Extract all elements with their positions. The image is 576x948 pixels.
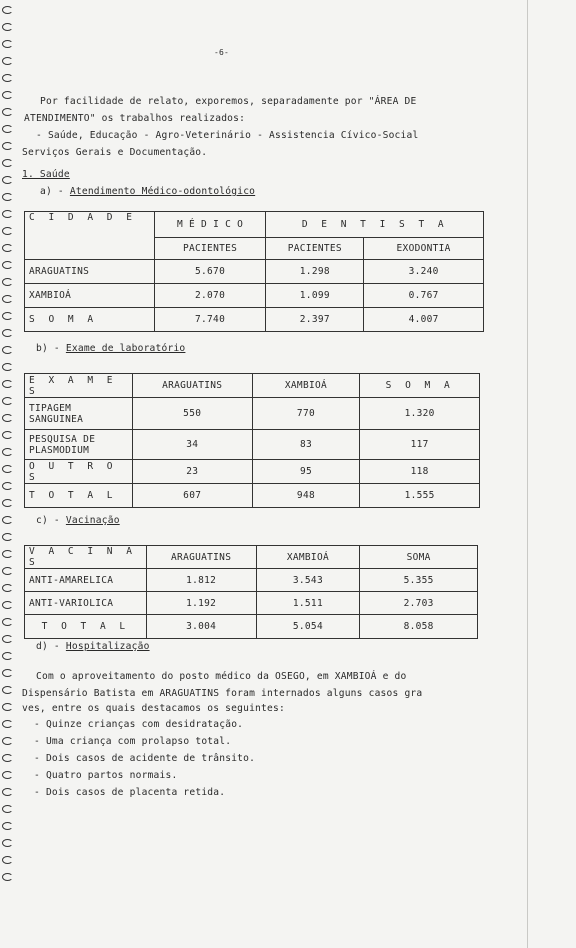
cell-xambioa: 5.054	[256, 615, 360, 639]
binding-ring	[2, 822, 13, 830]
header-cidade: C I D A D E	[25, 212, 155, 260]
cell-medico: 7.740	[154, 308, 266, 332]
cell-xambioa: 770	[252, 398, 360, 430]
cell-araguatins: 34	[132, 430, 252, 460]
header-araguatins: ARAGUATINS	[146, 546, 256, 569]
spiral-binding	[0, 0, 20, 948]
binding-ring	[2, 40, 13, 48]
cell-soma: 1.320	[360, 398, 480, 430]
subsection-b-title: Exame de laboratório	[65, 343, 186, 354]
binding-ring	[2, 618, 13, 626]
header-dentista-pacientes: PACIENTES	[266, 238, 364, 260]
binding-ring	[2, 346, 13, 354]
binding-ring	[2, 465, 13, 473]
subsection-d-prefix: d) -	[36, 641, 66, 652]
hosp-line-2: Dispensário Batista em ARAGUATINS foram internados alguns casos gra	[22, 688, 423, 699]
header-medico: M É D I C O	[154, 212, 266, 238]
header-medico-pacientes: PACIENTES	[154, 238, 266, 260]
binding-ring	[2, 329, 13, 337]
binding-ring	[2, 227, 13, 235]
cell-dentista-pacientes: 1.298	[266, 260, 364, 284]
row-label-line-2: SANGUINEA	[29, 413, 84, 425]
binding-ring	[2, 57, 13, 65]
cell-soma: 5.355	[360, 569, 478, 592]
table-row	[25, 460, 480, 484]
binding-ring	[2, 193, 13, 201]
row-label: ANTI-VARIOLICA	[25, 592, 147, 615]
binding-ring	[2, 108, 13, 116]
intro-line-2: ATENDIMENTO" os trabalhos realizados:	[24, 113, 246, 124]
cell-xambioa: 83	[252, 430, 360, 460]
binding-ring	[2, 312, 13, 320]
list-item: - Uma criança com prolapso total.	[34, 736, 232, 747]
binding-ring	[2, 737, 13, 745]
row-label: ANTI-AMARELICA	[25, 569, 147, 592]
row-label-line-1: PESQUISA DE	[29, 433, 96, 445]
binding-ring	[2, 499, 13, 507]
binding-ring	[2, 635, 13, 643]
binding-ring	[2, 431, 13, 439]
binding-ring	[2, 788, 13, 796]
table-row	[25, 484, 480, 508]
intro-line-1: Por facilidade de relato, exporemos, separadamente por "ÁREA DE	[40, 96, 417, 107]
list-item: - Quinze crianças com desidratação.	[34, 719, 244, 730]
header-soma: S O M A	[360, 374, 480, 398]
binding-ring	[2, 363, 13, 371]
table-row	[25, 430, 480, 460]
binding-ring	[2, 91, 13, 99]
row-label: XAMBIOÁ	[25, 284, 155, 308]
binding-ring	[2, 397, 13, 405]
binding-ring	[2, 567, 13, 575]
binding-ring	[2, 839, 13, 847]
header-vacinas: V A C I N A S	[25, 546, 147, 569]
cell-xambioa: 3.543	[256, 569, 360, 592]
cell-medico: 2.070	[154, 284, 266, 308]
binding-ring	[2, 6, 13, 14]
cell-medico: 5.670	[154, 260, 266, 284]
list-item: - Quatro partos normais.	[34, 770, 178, 781]
binding-ring	[2, 805, 13, 813]
cell-exodontia: 3.240	[364, 260, 484, 284]
section-heading-saude: 1. Saúde	[22, 169, 70, 180]
table-row	[25, 615, 478, 639]
header-exames: E X A M E S	[25, 374, 133, 398]
binding-ring	[2, 23, 13, 31]
row-label	[25, 398, 133, 430]
row-label: ARAGUATINS	[25, 260, 155, 284]
binding-ring	[2, 584, 13, 592]
binding-ring	[2, 414, 13, 422]
table-atendimento	[24, 211, 484, 332]
row-label: T O T A L	[25, 484, 133, 508]
subsection-b-prefix: b) -	[36, 343, 66, 354]
binding-ring	[2, 533, 13, 541]
cell-dentista-pacientes: 2.397	[266, 308, 364, 332]
cell-araguatins: 1.812	[146, 569, 256, 592]
binding-ring	[2, 261, 13, 269]
cell-araguatins: 1.192	[146, 592, 256, 615]
binding-ring	[2, 74, 13, 82]
cell-xambioa: 948	[252, 484, 360, 508]
binding-ring	[2, 125, 13, 133]
cell-araguatins: 23	[132, 460, 252, 484]
subsection-a-title: Atendimento Médico-odontológico	[69, 186, 256, 197]
table-exames	[24, 373, 480, 508]
subsection-b	[36, 343, 185, 354]
cell-xambioa: 1.511	[256, 592, 360, 615]
binding-ring	[2, 652, 13, 660]
binding-ring	[2, 210, 13, 218]
hosp-line-1: Com o aproveitamento do posto médico da OSEGO, em XAMBIOÁ e do	[36, 671, 407, 682]
binding-ring	[2, 278, 13, 286]
row-label: O U T R O S	[25, 460, 133, 484]
binding-ring	[2, 516, 13, 524]
list-item: - Dois casos de placenta retida.	[34, 787, 226, 798]
cell-xambioa: 95	[252, 460, 360, 484]
row-label-line-1: TIPAGEM	[29, 402, 72, 414]
binding-ring	[2, 686, 13, 694]
header-xambioa: XAMBIOÁ	[252, 374, 360, 398]
table-row	[25, 260, 484, 284]
table-row	[25, 308, 484, 332]
cell-araguatins: 550	[132, 398, 252, 430]
table-vacinacao	[24, 545, 478, 639]
binding-ring	[2, 244, 13, 252]
hosp-line-3: ves, entre os quais destacamos os seguintes:	[22, 703, 285, 714]
table-row	[25, 569, 478, 592]
subsection-a	[40, 186, 255, 197]
cell-exodontia: 4.007	[364, 308, 484, 332]
header-exodontia: EXODONTIA	[364, 238, 484, 260]
row-label-line-2: PLASMODIUM	[29, 444, 90, 456]
cell-soma: 117	[360, 430, 480, 460]
paper-edge	[527, 0, 528, 948]
binding-ring	[2, 703, 13, 711]
binding-ring	[2, 873, 13, 881]
header-araguatins: ARAGUATINS	[132, 374, 252, 398]
table-row	[25, 284, 484, 308]
binding-ring	[2, 482, 13, 490]
cell-soma: 1.555	[360, 484, 480, 508]
cell-dentista-pacientes: 1.099	[266, 284, 364, 308]
cell-exodontia: 0.767	[364, 284, 484, 308]
subsection-c-prefix: c) -	[36, 515, 66, 526]
binding-ring	[2, 448, 13, 456]
binding-ring	[2, 295, 13, 303]
header-xambioa: XAMBIOÁ	[256, 546, 360, 569]
header-soma: SOMA	[360, 546, 478, 569]
cell-soma: 8.058	[360, 615, 478, 639]
binding-ring	[2, 754, 13, 762]
header-dentista: D E N T I S T A	[266, 212, 484, 238]
binding-ring	[2, 856, 13, 864]
row-label: S O M A	[25, 308, 155, 332]
cell-soma: 118	[360, 460, 480, 484]
binding-ring	[2, 771, 13, 779]
cell-soma: 2.703	[360, 592, 478, 615]
binding-ring	[2, 176, 13, 184]
binding-ring	[2, 142, 13, 150]
binding-ring	[2, 669, 13, 677]
list-item: - Dois casos de acidente de trânsito.	[34, 753, 256, 764]
subsection-d-title: Hospitalização	[65, 641, 150, 652]
binding-ring	[2, 380, 13, 388]
page-number: -6-	[214, 48, 230, 57]
table-row	[25, 592, 478, 615]
subsection-c-title: Vacinação	[65, 515, 120, 526]
subsection-a-prefix: a) -	[40, 186, 70, 197]
binding-ring	[2, 601, 13, 609]
binding-ring	[2, 550, 13, 558]
subsection-d	[36, 641, 150, 652]
binding-ring	[2, 720, 13, 728]
intro-line-3: - Saúde, Educação - Agro-Veterinário - Assistencia Cívico-Social	[36, 130, 419, 141]
table-row	[25, 398, 480, 430]
cell-araguatins: 607	[132, 484, 252, 508]
row-label	[25, 430, 133, 460]
row-label: T O T A L	[25, 615, 147, 639]
cell-araguatins: 3.004	[146, 615, 256, 639]
binding-ring	[2, 159, 13, 167]
subsection-c	[36, 515, 120, 526]
intro-line-4: Serviços Gerais e Documentação.	[22, 147, 208, 158]
